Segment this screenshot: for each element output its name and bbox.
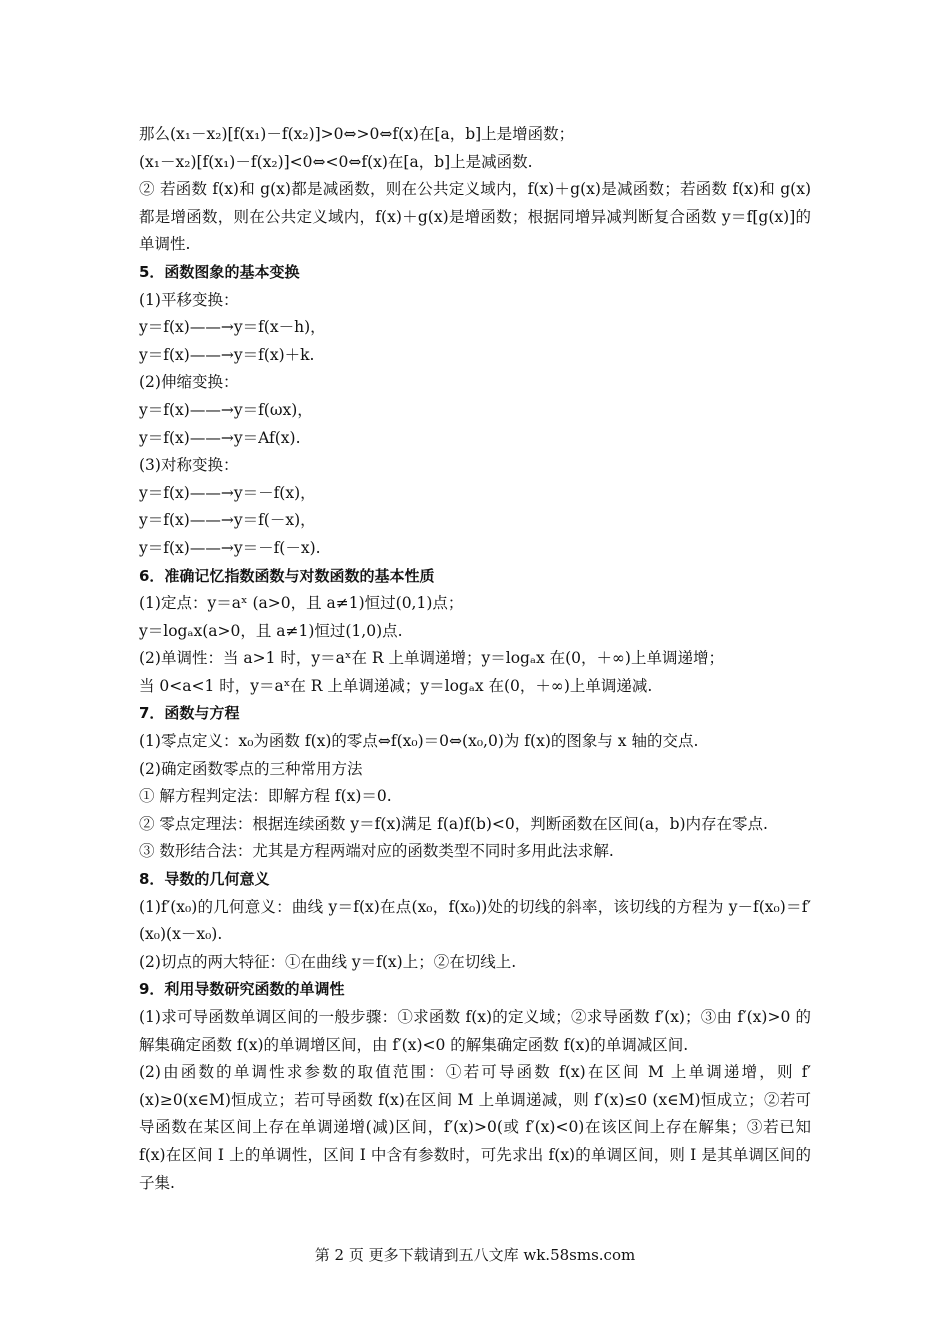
formula-line: y＝f(x)——→y＝f(－x)， [139, 511, 316, 530]
text-line: (2)单调性：当 a>1 时，y＝aˣ在 R 上单调递增；y＝logₐx 在(0，＋∞)上单调递增； [139, 649, 724, 668]
section-heading-6: 6．准确记忆指数函数与对数函数的基本性质 [139, 566, 435, 585]
paragraph: ② 若函数 f(x)和 g(x)都是减函数，则在公共定义域内，f(x)＋g(x)是减函数；若函数 f(x)和 g(x)都是增函数，则在公共定义域内，f(x)＋g(x)是增函数；根据同增异减判断复合函数 y＝f[g(x)]的单调性. [139, 180, 811, 254]
section-heading-7: 7．函数与方程 [139, 704, 240, 723]
text-line: (1)零点定义：x₀为函数 f(x)的零点⇔f(x₀)＝0⇔(x₀,0)为 f(x)的图象与 x 轴的交点. [139, 732, 699, 751]
text-line: (2)确定函数零点的三种常用方法 [139, 759, 363, 778]
text-line: 当 0<a<1 时，y＝aˣ在 R 上单调递减；y＝logₐx 在(0，＋∞)上单调递减. [139, 676, 653, 695]
text-line: (1)平移变换： [139, 290, 239, 309]
page-footer: 第 2 页 更多下载请到五八文库 wk.58sms.com [314, 1246, 636, 1264]
paragraph: (1)求可导函数单调区间的一般步骤：①求函数 f(x)的定义域；②求导函数 f′(x)；③由 f′(x)>0 的解集确定函数 f(x)的单调增区间，由 f′(x)<0 的解集确定函数 f(x)的单调减区间. [139, 1008, 811, 1054]
text-line: (3)对称变换： [139, 456, 239, 475]
formula-line: y＝f(x)——→y＝－f(－x). [139, 538, 321, 557]
text-line: (x₁－x₂)[f(x₁)－f(x₂)]<0⇔<0⇔f(x)在[a，b]上是减函数. [139, 152, 533, 171]
text-line: 那么(x₁－x₂)[f(x₁)－f(x₂)]>0⇔>0⇔f(x)在[a，b]上是增函数； [139, 125, 575, 143]
formula-line: y＝f(x)——→y＝f(x－h)， [139, 318, 326, 337]
section-heading-9: 9．利用导数研究函数的单调性 [139, 980, 345, 999]
text-line: (2)伸缩变换： [139, 373, 239, 392]
text-line: (1)定点：y＝aˣ (a>0，且 a≠1)恒过(0,1)点； [139, 594, 464, 613]
formula-line: y＝f(x)——→y＝f(x)＋k. [139, 345, 315, 364]
text-line: y＝logₐx(a>0，且 a≠1)恒过(1,0)点. [139, 621, 403, 640]
formula-line: y＝f(x)——→y＝Af(x). [139, 428, 301, 447]
text-line: ② 零点定理法：根据连续函数 y＝f(x)满足 f(a)f(b)<0，判断函数在区间(a，b)内存在零点. [139, 814, 768, 833]
section-heading-8: 8．导数的几何意义 [139, 870, 270, 889]
text-line: ③ 数形结合法：尤其是方程两端对应的函数类型不同时多用此法求解. [139, 842, 614, 861]
text-line: (2)切点的两大特征：①在曲线 y＝f(x)上；②在切线上. [139, 952, 517, 971]
formula-line: y＝f(x)——→y＝－f(x)， [139, 483, 316, 502]
paragraph: (1)f′(x₀)的几何意义：曲线 y＝f(x)在点(x₀，f(x₀))处的切线的斜率，该切线的方程为 y－f(x₀)＝f′(x₀)(x－x₀). [139, 897, 811, 944]
page-body [139, 121, 811, 1197]
section-heading-5: 5．函数图象的基本变换 [139, 262, 300, 281]
formula-line: y＝f(x)——→y＝f(ωx)， [139, 400, 313, 419]
text-line: ① 解方程判定法：即解方程 f(x)＝0. [139, 787, 392, 806]
paragraph: (2)由函数的单调性求参数的取值范围：①若可导函数 f(x)在区间 M 上单调递增，则 f′(x)≥0(x∈M)恒成立；若可导函数 f(x)在区间 M 上单调递减，则 f′(x)≤0 (x∈M)恒成立；②若可导函数在某区间上存在单调递增(减)区间，f′(x)>0(或 f′(x)<0)在该区间上存在解集；③若已知 f(x)在区间 I 上的单调性，区间 I 中含有参数时，可先求出 f(x)的单调区间，则 I 是其单调区间的子集. [139, 1063, 811, 1192]
